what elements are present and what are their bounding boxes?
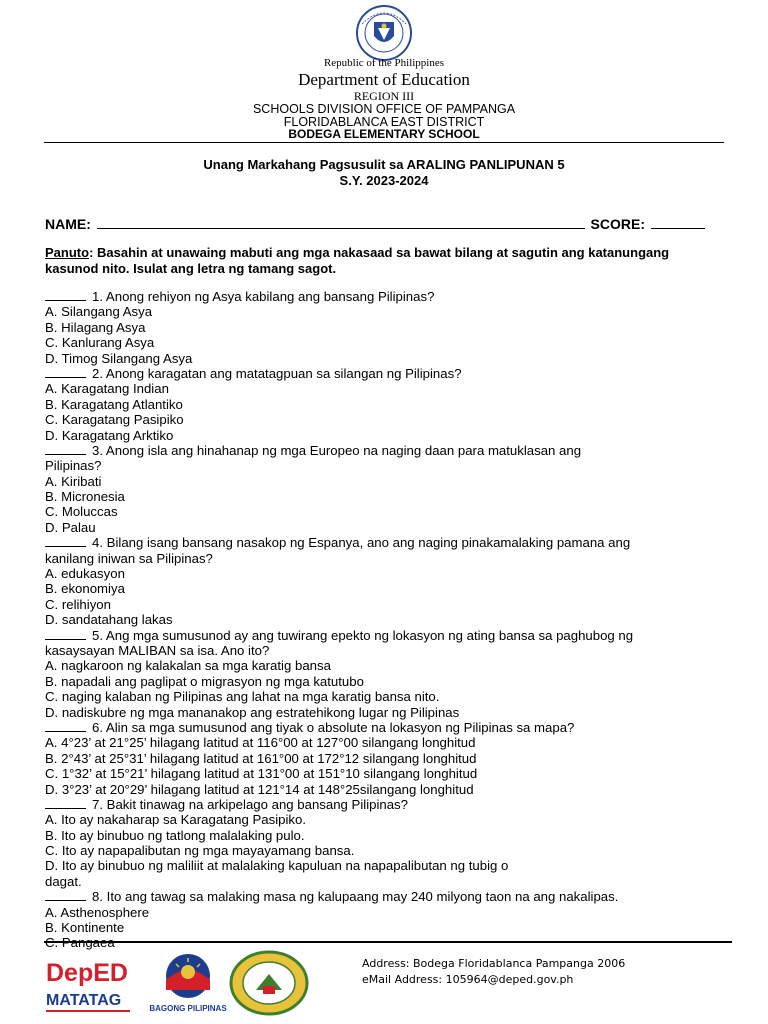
question-text: 8. Ito ang tawag sa malaking masa ng kalupaang may 240 milyong taon na ang nakalipas. bbox=[92, 889, 619, 905]
answer-choice: C. Moluccas bbox=[45, 504, 118, 520]
division-label: SCHOOLS DIVISION OFFICE OF PAMPANGA bbox=[252, 102, 516, 116]
question-text: 2. Anong karagatan ang matatagpuan sa silangan ng Pilipinas? bbox=[92, 365, 462, 381]
district-label: FLORIDABLANCA EAST DISTRICT bbox=[283, 115, 485, 129]
answer-choice: B. napadali ang paglipat o migrasyon ng mga katutubo bbox=[45, 673, 364, 689]
answer-choice: C. naging kalaban ng Pilipinas ang lahat na mga karatig bansa nito. bbox=[45, 689, 440, 705]
answer-choice: A. nagkaroon ng kalakalan sa mga karatig bansa bbox=[45, 658, 331, 674]
republic-label: Republic of the Philippines bbox=[323, 57, 445, 69]
answer-choice: A. Karagatang Indian bbox=[45, 381, 169, 397]
question-list bbox=[45, 289, 725, 951]
instructions-text: : Basahin at unawaing mabuti ang mga nakasaad sa bawat bilang at sagutin ang katanungang kasunod nito. Isulat ang letra ng tamang sagot. bbox=[45, 245, 670, 276]
question-stem bbox=[45, 366, 725, 381]
answer-choice: A. Asthenosphere bbox=[45, 904, 150, 920]
question-stem bbox=[45, 289, 725, 304]
school-label: BODEGA ELEMENTARY SCHOOL bbox=[288, 127, 480, 141]
answer-choice: D. nadiskubre ng mga mananakop ang estratehikong lugar ng Pilipinas bbox=[45, 704, 460, 720]
answer-choice: A. edukasyon bbox=[45, 566, 125, 582]
answer-choice: D. Ito ay binubuo ng maliliit at malalaking kapuluan na napapalibutan ng tubig o bbox=[45, 858, 509, 874]
question-stem-continued bbox=[45, 458, 725, 473]
question-text: 5. Ang mga sumusunod ay ang tuwirang epekto ng lokasyon ng ating bansa sa paghubog ng bbox=[92, 627, 634, 643]
question-text: 4. Bilang isang bansang nasakop ng Espanya, ano ang naging pinakamalaking pamana ang bbox=[92, 535, 631, 551]
score-field[interactable] bbox=[651, 215, 705, 229]
answer-blank[interactable] bbox=[45, 721, 86, 732]
instructions bbox=[45, 245, 725, 277]
score-label: SCORE: bbox=[590, 216, 645, 232]
footer-contact bbox=[362, 956, 625, 988]
question-stem bbox=[45, 889, 725, 904]
answer-choice: B. Ito ay binubuo ng tatlong malalaking pulo. bbox=[45, 827, 305, 843]
question-text: kasaysayan MALIBAN sa isa. Ano ito? bbox=[45, 642, 270, 658]
answer-choice: D. Palau bbox=[45, 519, 96, 535]
question-stem-continued bbox=[45, 643, 725, 658]
answer-blank[interactable] bbox=[45, 367, 86, 378]
question-text: 3. Anong isla ang hinahanap ng mga Europeo na naging daan para matuklasan ang bbox=[92, 442, 582, 458]
school-year: S.Y. 2023-2024 bbox=[339, 173, 429, 188]
question-text: 1. Anong rehiyon ng Asya kabilang ang bansang Pilipinas? bbox=[92, 289, 435, 304]
deped-seal-icon bbox=[354, 4, 414, 62]
question-stem bbox=[45, 443, 725, 458]
answer-choice: C. Karagatang Pasipiko bbox=[45, 412, 184, 428]
exam-title: Unang Markahang Pagsusulit sa ARALING PANLIPUNAN 5 bbox=[203, 157, 565, 172]
instructions-label: Panuto bbox=[45, 245, 90, 260]
answer-blank[interactable] bbox=[45, 629, 86, 640]
answer-choice: C. relihiyon bbox=[45, 596, 111, 612]
question-text: 7. Bakit tinawag na arkipelago ang bansang Pilipinas? bbox=[92, 796, 408, 812]
answer-blank[interactable] bbox=[45, 290, 86, 301]
answer-choice: D. 3°23’ at 20°29’ hilagang latitud at 121°14 at 148°25silangang longhitud bbox=[45, 781, 474, 797]
name-label: NAME: bbox=[45, 216, 91, 232]
footer-divider bbox=[44, 941, 732, 943]
school-seal-icon bbox=[228, 950, 310, 1016]
footer-email: eMail Address: 105964@deped.gov.ph bbox=[362, 973, 574, 986]
footer-address: Address: Bodega Floridablanca Pampanga 2006 bbox=[362, 957, 626, 970]
answer-choice: D. Timog Silangang Asya bbox=[45, 350, 193, 366]
question-stem bbox=[45, 797, 725, 812]
name-field[interactable] bbox=[97, 215, 585, 229]
answer-blank[interactable] bbox=[45, 798, 86, 809]
answer-choice: A. Silangang Asya bbox=[45, 304, 153, 320]
answer-blank[interactable] bbox=[45, 444, 86, 455]
deped-matatag-logo bbox=[44, 955, 132, 1017]
answer-choice: B. Hilagang Asya bbox=[45, 319, 146, 335]
question-text: 6. Alin sa mga sumusunod ang tiyak o absolute na lokasyon ng Pilipinas sa mapa? bbox=[92, 719, 575, 735]
answer-choice: C. Kanlurang Asya bbox=[45, 335, 155, 351]
question-text: Pilipinas? bbox=[45, 458, 102, 474]
answer-choice: A. 4°23’ at 21°25’ hilagang latitud at 116°00 at 127°00 silangang longhitud bbox=[45, 735, 476, 751]
question-stem bbox=[45, 628, 725, 643]
question-stem bbox=[45, 535, 725, 550]
answer-choice: A. Kiribati bbox=[45, 473, 102, 489]
name-score-row bbox=[45, 215, 705, 232]
bagong-pilipinas-text: BAGONG PILIPINAS bbox=[149, 1004, 227, 1013]
question-stem bbox=[45, 720, 725, 735]
answer-choice: B. Karagatang Atlantiko bbox=[45, 396, 183, 412]
answer-choice: D. Karagatang Arktiko bbox=[45, 427, 174, 443]
matatag-logo-text: MATATAG bbox=[46, 992, 122, 1009]
region-label: REGION III bbox=[353, 89, 415, 103]
answer-choice: B. ekonomiya bbox=[45, 581, 125, 597]
answer-choice: dagat. bbox=[45, 873, 82, 889]
answer-blank[interactable] bbox=[45, 536, 86, 547]
answer-choice: A. Ito ay nakaharap sa Karagatang Pasipiko. bbox=[45, 812, 306, 828]
question-stem-continued bbox=[45, 551, 725, 566]
bagong-pilipinas-logo bbox=[148, 950, 228, 1016]
answer-choice: D. sandatahang lakas bbox=[45, 612, 173, 628]
answer-choice: C. 1°32’ at 15°21’ hilagang latitud at 131°00 at 151°10 silangang longhitud bbox=[45, 766, 478, 782]
answer-choice: C. Ito ay napapalibutan ng mga mayayamang bansa. bbox=[45, 843, 355, 859]
header-divider bbox=[44, 142, 724, 143]
answer-blank[interactable] bbox=[45, 890, 86, 901]
answer-choice: B. 2°43’ at 25°31’ hilagang latitud at 161°00 at 172°12 silangang longhitud bbox=[45, 750, 477, 766]
answer-choice: C. Pangaea bbox=[45, 935, 115, 951]
question-text: kanilang iniwan sa Pilipinas? bbox=[45, 550, 213, 566]
department-label: Department of Education bbox=[298, 70, 470, 89]
deped-logo-text: DepED bbox=[46, 959, 128, 987]
answer-choice: B. Micronesia bbox=[45, 489, 125, 505]
answer-choice: B. Kontinente bbox=[45, 920, 125, 936]
